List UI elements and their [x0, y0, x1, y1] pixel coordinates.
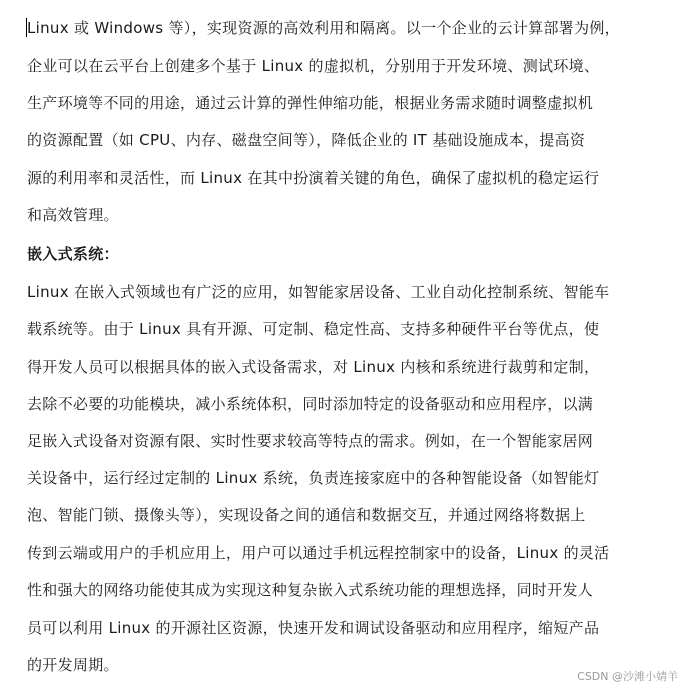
section-heading: 嵌入式系统：: [27, 245, 119, 263]
paragraph-line: 和高效管理。: [27, 206, 119, 224]
paragraph-line: 的开发周期。: [27, 656, 119, 674]
paragraph-line: Linux 在嵌入式领域也有广泛的应用，如智能家居设备、工业自动化控制系统、智能车: [27, 283, 610, 301]
watermark: CSDN @沙滩小婧羊: [577, 670, 678, 683]
paragraph-line: 生产环境等不同的用途，通过云计算的弹性伸缩功能，根据业务需求随时调整虚拟机: [27, 94, 594, 112]
paragraph-line: 足嵌入式设备对资源有限、实时性要求较高等特点的需求。例如，在一个智能家居网: [27, 432, 594, 450]
paragraph-line: 去除不必要的功能模块，减小系统体积，同时添加特定的设备驱动和应用程序，以满: [27, 395, 594, 413]
paragraph-line: 企业可以在云平台上创建多个基于 Linux 的虚拟机，分别用于开发环境、测试环境、: [27, 57, 600, 75]
paragraph-line: 源的利用率和灵活性，而 Linux 在其中扮演着关键的角色，确保了虚拟机的稳定运行: [27, 169, 600, 187]
paragraph-line: 员可以利用 Linux 的开源社区资源，快速开发和调试设备驱动和应用程序，缩短产品: [27, 619, 600, 637]
paragraph-line: 载系统等。由于 Linux 具有开源、可定制、稳定性高、支持多种硬件平台等优点，使: [27, 320, 600, 338]
paragraph-line: 传到云端或用户的手机应用上，用户可以通过手机远程控制家中的设备，Linux 的灵活: [27, 544, 610, 562]
paragraph-line: 的资源配置（如 CPU、内存、磁盘空间等），降低企业的 IT 基础设施成本，提高资: [27, 131, 586, 149]
paragraph-line: 得开发人员可以根据具体的嵌入式设备需求，对 Linux 内核和系统进行裁剪和定制，: [27, 358, 600, 376]
paragraph-line: 关设备中，运行经过定制的 Linux 系统，负责连接家庭中的各种智能设备（如智能灯: [27, 469, 600, 487]
paragraph-line: 性和强大的网络功能使其成为实现这种复杂嵌入式系统功能的理想选择，同时开发人: [27, 581, 594, 599]
paragraph-line: 泡、智能门锁、摄像头等），实现设备之间的通信和数据交互，并通过网络将数据上: [27, 506, 586, 524]
paragraph-line: Linux 或 Windows 等），实现资源的高效利用和隔离。以一个企业的云计算部署为例，: [27, 19, 620, 37]
